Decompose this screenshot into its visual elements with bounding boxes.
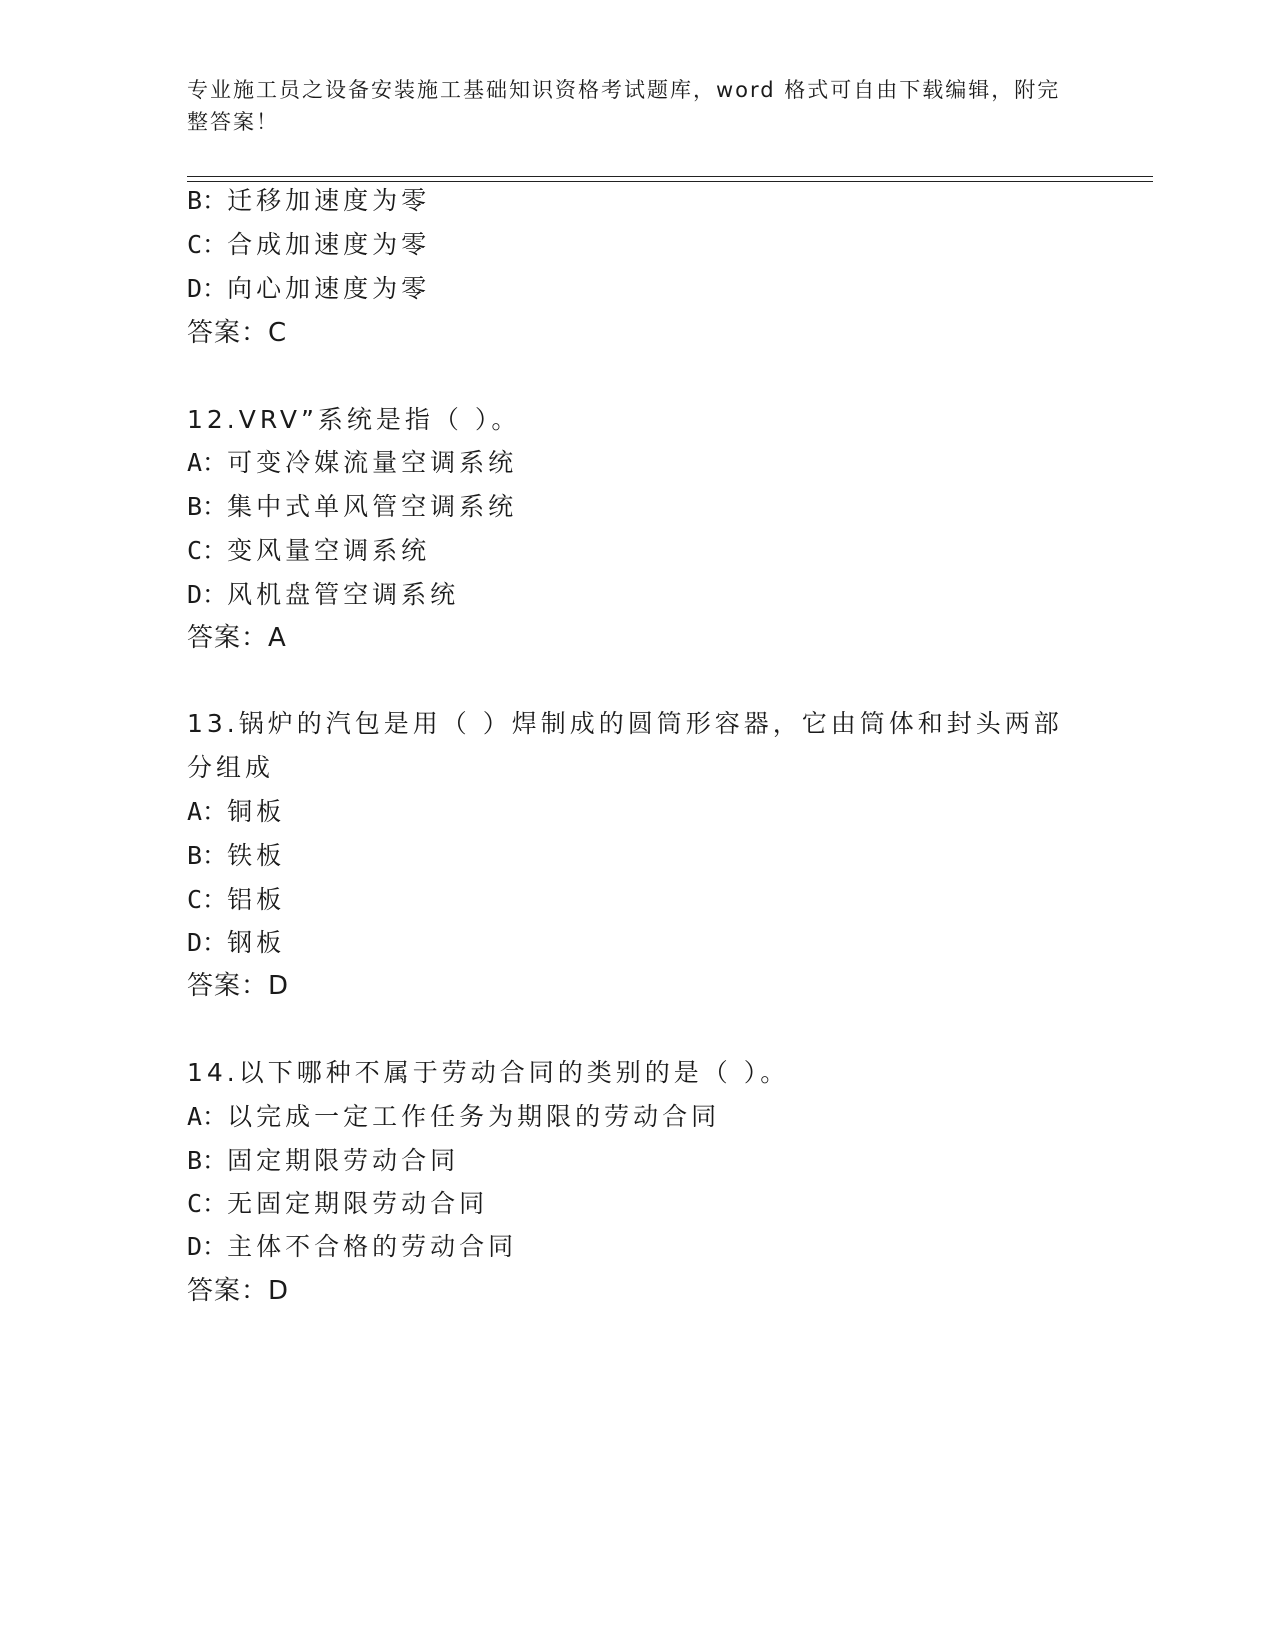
option-text: 钢板	[227, 928, 286, 957]
document-header: 专业施工员之设备安装施工基础知识资格考试题库，word 格式可自由下载编辑，附完整答案！	[187, 78, 1061, 134]
q11-option-b	[187, 185, 430, 217]
option-label: D：	[187, 928, 228, 957]
q11-option-c	[187, 229, 430, 261]
option-label: C：	[187, 1189, 228, 1218]
option-label: A：	[187, 797, 228, 826]
option-text: 变风量空调系统	[227, 536, 431, 565]
q13-stem-line2: 分组成	[187, 753, 275, 782]
option-label: D：	[187, 1232, 228, 1261]
q14-option-d	[187, 1231, 517, 1263]
q14-option-b	[187, 1145, 459, 1177]
option-text: 铜板	[227, 797, 286, 826]
option-label: B：	[187, 1146, 228, 1175]
q13-option-c	[187, 884, 285, 916]
option-text: 风机盘管空调系统	[227, 580, 460, 609]
option-label: A：	[187, 448, 228, 477]
option-text: 可变冷媒流量空调系统	[227, 448, 518, 477]
option-text: 合成加速度为零	[227, 230, 431, 259]
q12-stem: 12.VRV”系统是指（ ）。	[187, 405, 521, 434]
option-text: 无固定期限劳动合同	[227, 1189, 489, 1218]
q13-stem-line1: 13.锅炉的汽包是用（ ）焊制成的圆筒形容器，它由筒体和封头两部	[187, 709, 1063, 738]
q14-option-c	[187, 1188, 488, 1220]
q11-option-d	[187, 273, 430, 305]
q13-answer: 答案：D	[187, 971, 290, 1001]
option-text: 固定期限劳动合同	[227, 1146, 460, 1175]
option-label: C：	[187, 230, 228, 259]
option-text: 迁移加速度为零	[227, 186, 431, 215]
q12-answer: 答案：A	[187, 623, 287, 653]
q13-option-b	[187, 840, 285, 872]
q13-option-a	[187, 796, 285, 828]
option-label: B：	[187, 841, 228, 870]
q11-answer: 答案：C	[187, 318, 288, 348]
q14-answer: 答案：D	[187, 1276, 290, 1306]
header-rule-bottom	[187, 181, 1153, 182]
option-label: B：	[187, 492, 228, 521]
option-label: C：	[187, 885, 228, 914]
option-label: A：	[187, 1102, 228, 1131]
q12-option-a	[187, 447, 517, 479]
option-text: 向心加速度为零	[227, 274, 431, 303]
q12-option-b	[187, 491, 517, 523]
option-text: 铝板	[227, 885, 286, 914]
q14-option-a	[187, 1101, 720, 1133]
option-label: C：	[187, 536, 228, 565]
option-text: 铁板	[227, 841, 286, 870]
option-label: D：	[187, 580, 228, 609]
q13-option-d	[187, 927, 285, 959]
option-text: 集中式单风管空调系统	[227, 492, 518, 521]
option-text: 以完成一定工作任务为期限的劳动合同	[227, 1102, 721, 1131]
option-text: 主体不合格的劳动合同	[227, 1232, 518, 1261]
q14-stem: 14.以下哪种不属于劳动合同的类别的是（ ）。	[187, 1058, 790, 1087]
option-label: B：	[187, 186, 228, 215]
q12-option-c	[187, 535, 430, 567]
option-label: D：	[187, 274, 228, 303]
header-rule-top	[187, 176, 1153, 177]
q12-option-d	[187, 579, 459, 611]
